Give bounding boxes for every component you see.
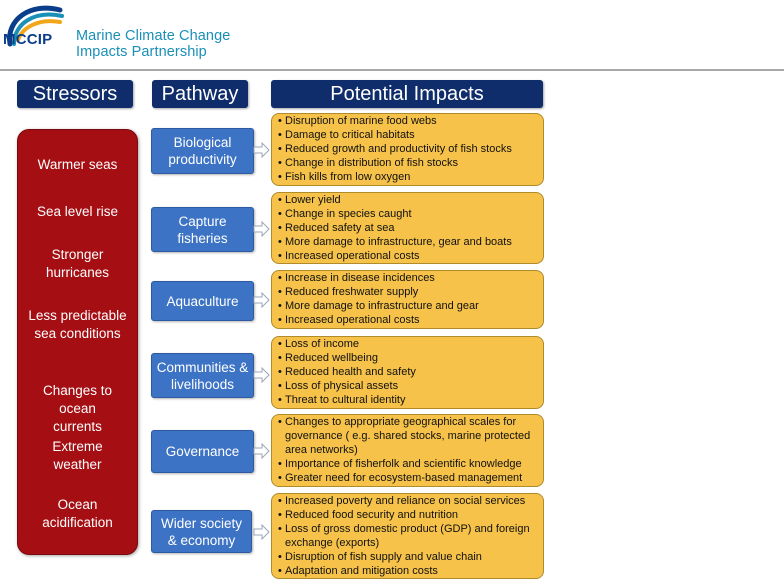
- arrow-right-icon: [253, 142, 270, 158]
- pathway-capture-fisheries: Capture fisheries: [151, 207, 254, 252]
- arrow-right-icon: [253, 367, 270, 383]
- stressors-header: Stressors: [17, 80, 133, 108]
- impact-item: • Reduced safety at sea: [278, 222, 539, 236]
- impact-item: • Adaptation and mitigation costs: [278, 565, 539, 579]
- impact-item: • Increase in disease incidences: [278, 272, 539, 286]
- stressor-item: Less predictable sea conditions: [28, 308, 127, 341]
- logo-line-1: Marine Climate Change: [76, 28, 231, 44]
- impact-item: • Damage to critical habitats: [278, 129, 539, 143]
- pathway-biological-productivity: Biological productivity: [151, 128, 254, 174]
- impacts-biological-productivity: [271, 113, 544, 186]
- pathway-governance: Governance: [151, 430, 254, 473]
- potential-impacts-header: Potential Impacts: [271, 80, 543, 108]
- impacts-capture-fisheries: [271, 192, 544, 264]
- stressor-item: Warmer seas: [37, 157, 118, 172]
- impact-item: • Change in species caught: [278, 208, 539, 222]
- logo-mark-text: MCCIP: [3, 31, 53, 48]
- impact-item: • More damage to infrastructure and gear: [278, 300, 539, 314]
- impact-item: • Reduced freshwater supply: [278, 286, 539, 300]
- pathway-wider-society-economy: Wider society & economy: [151, 510, 252, 553]
- pathway-communities-livelihoods: Communities & livelihoods: [151, 353, 254, 398]
- impacts-wider-society-economy: [271, 493, 544, 579]
- pathway-aquaculture: Aquaculture: [151, 281, 254, 321]
- impacts-communities-livelihoods: [271, 336, 544, 409]
- stressor-item: Changes to ocean currents: [42, 383, 113, 434]
- impact-item: • Increased operational costs: [278, 250, 539, 264]
- impact-item: • Threat to cultural identity: [278, 394, 539, 408]
- impact-item: • Loss of physical assets: [278, 380, 539, 394]
- impact-item: • Disruption of marine food webs: [278, 115, 539, 129]
- impact-item: • Greater need for ecosystem-based management: [278, 472, 539, 486]
- impact-item: • Loss of income: [278, 338, 539, 352]
- logo-line-2: Impacts Partnership: [76, 44, 207, 60]
- impact-item: • Importance of fisherfolk and scientific knowledge: [278, 458, 539, 472]
- impacts-aquaculture: [271, 270, 544, 329]
- header-divider: [0, 69, 784, 71]
- arrow-right-icon: [253, 221, 270, 237]
- impact-item: • Reduced health and safety: [278, 366, 539, 380]
- pathway-header: Pathway: [152, 80, 248, 108]
- impact-item: • Disruption of fish supply and value chain: [278, 551, 539, 565]
- impact-item: • Increased operational costs: [278, 314, 539, 328]
- logo-wordmark: [76, 28, 230, 60]
- impact-item: • Fish kills from low oxygen: [278, 171, 539, 185]
- impact-item: • Lower yield: [278, 194, 539, 208]
- impact-item: • Increased poverty and reliance on social services: [278, 495, 539, 509]
- impact-item: • More damage to infrastructure, gear and boats: [278, 236, 539, 250]
- impact-item: • Reduced growth and productivity of fish stocks: [278, 143, 539, 157]
- impact-item: • Loss of gross domestic product (GDP) and foreign exchange (exports): [278, 523, 539, 551]
- stressor-item: Sea level rise: [36, 204, 119, 219]
- arrow-right-icon: [253, 443, 270, 459]
- stressor-item: Stronger hurricanes: [45, 247, 110, 280]
- impacts-governance: [271, 414, 544, 487]
- impact-item: • Changes to appropriate geographical scales for governance ( e.g. shared stocks, marine protected area networks): [278, 416, 539, 458]
- arrow-right-icon: [253, 524, 270, 540]
- stressor-item: Ocean acidification: [42, 497, 113, 530]
- stressors-panel: [17, 129, 138, 555]
- impact-item: • Change in distribution of fish stocks: [278, 157, 539, 171]
- impact-item: • Reduced food security and nutrition: [278, 509, 539, 523]
- arrow-right-icon: [253, 292, 270, 308]
- mccip-logo: [0, 0, 260, 66]
- stressor-item: Extreme weather: [52, 439, 103, 472]
- impact-item: • Reduced wellbeing: [278, 352, 539, 366]
